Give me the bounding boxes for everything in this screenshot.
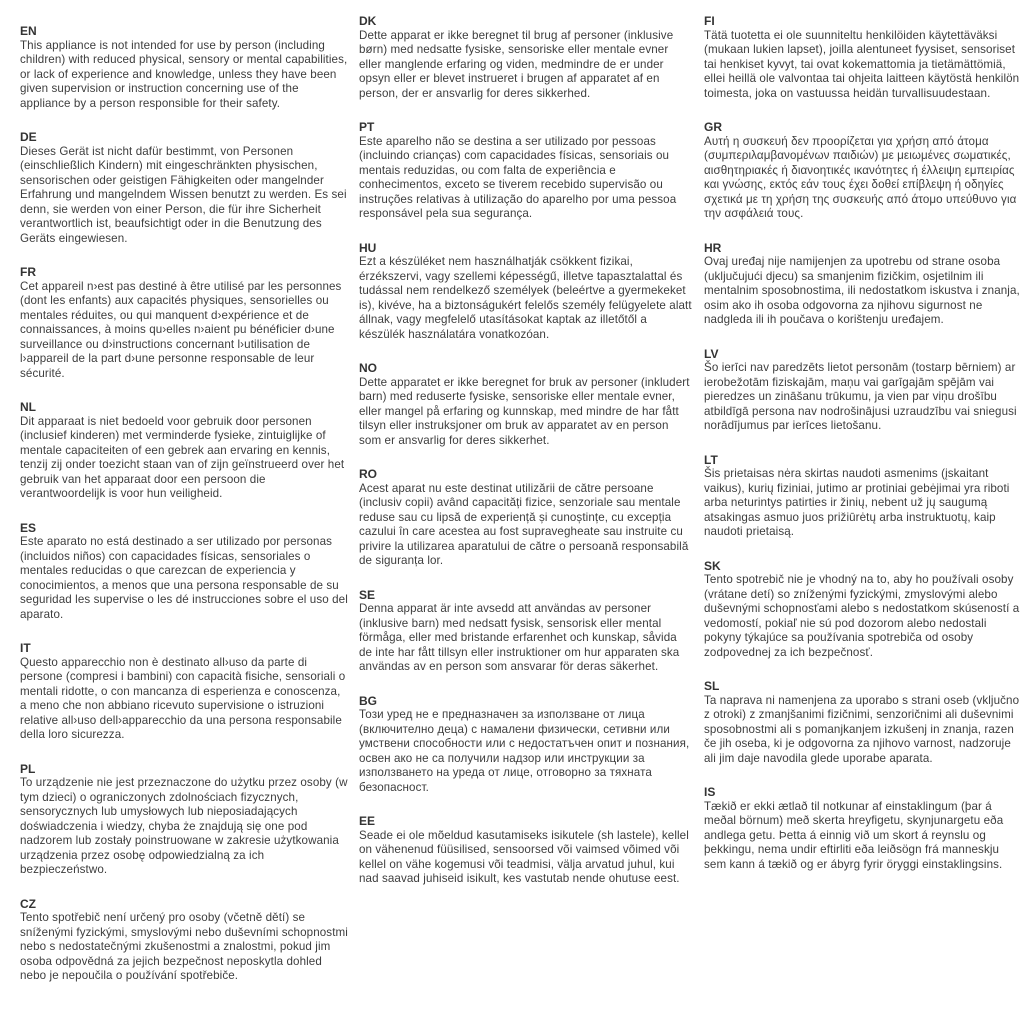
lang-section-hu <box>359 241 693 343</box>
lang-code-sl: SL <box>704 679 720 694</box>
lang-text-nl: Dit apparaat is niet bedoeld voor gebruik door personen (inclusief kinderen) met verminderde fysieke, zintuiglijke of mentale capaciteiten of een gebrek aan ervaring en kennis, tenzij zij onder toezicht staan van of zijn geïnstrueerd over het gebruik van het apparaat door een persoon die verantwoordelijk is voor hun veiligheid. <box>20 414 345 501</box>
lang-text-lv: Šo ierīci nav paredzēts lietot personām (tostarp bērniem) ar ierobežotām fiziskajām, maņu vai garīgajām spējām vai pieredzes un zināšanu trūkumu, ja vien par viņu drošību atbildīgā persona nav nodrošinājusi uzraudzību vai sniegusi norādījumus par ierīces lietošanu. <box>704 361 1017 433</box>
lang-section-lt <box>704 453 1024 540</box>
lang-section-cz <box>20 897 348 984</box>
lang-code-sk: SK <box>704 558 721 573</box>
lang-section-nl <box>20 400 348 502</box>
lang-text-fi: Tätä tuotetta ei ole suunniteltu henkilöiden käytettäväksi (mukaan lukien lapset), joilla alentuneet fyysiset, sensoriset tai henkiset kyvyt, tai ovat kokemattomia ja tietämättömiä, ellei heillä ole valvontaa tai ohjeita laitteen käytöstä henkilön toimesta, joka on vastuussa heidän turvallisuudestaan. <box>704 28 1020 100</box>
lang-text-lt: Šis prietaisas nėra skirtas naudoti asmenims (įskaitant vaikus), kurių fiziniai, jutimo ar protiniai gebėjimai yra riboti arba neturintys patirties ir žinių, nebent už jų saugumą atsakingas asmuo juos prižiūrėtų arba instruktuotų, kaip naudoti prietaisą. <box>704 467 1010 539</box>
lang-text-de: Dieses Gerät ist nicht dafür bestimmt, von Personen (einschließlich Kindern) mit eingeschränkten physischen, sensorischen oder geistigen Fähigkeiten oder mangelnder Erfahrung und mangelndem Wissen benutzt zu werden. Es sei denn, sie werden von einer Person, die für ihre Sicherheit verantwortlich ist, beaufsichtigt oder in die Benutzung des Geräts eingewiesen. <box>20 144 347 245</box>
lang-code-hr: HR <box>704 240 722 255</box>
lang-code-it: IT <box>20 641 31 656</box>
lang-section-fr <box>20 265 348 381</box>
lang-text-pt: Este aparelho não se destina a ser utilizado por pessoas (incluindo crianças) com capacidades físicas, sensoriais ou mentais reduzidas, ou com falta de experiência e conhecimentos, exceto se tiverem recebido supervisão ou instruções relativas à utilização do aparelho por uma pessoa responsável pela sua segurança. <box>359 134 677 221</box>
lang-code-cz: CZ <box>20 896 36 911</box>
lang-code-fi: FI <box>704 14 715 28</box>
lang-code-is: IS <box>704 785 716 800</box>
lang-text-pl: To urządzenie nie jest przeznaczone do użytku przez osoby (w tym dzieci) o ograniczonych zdolnościach fizycznych, sensorycznych lub umysłowych lub nieposiadających doświadczenia i wiedzy, chyba że znajdują się one pod nadzorem lub zostały poinstruowane w zakresie użytkowania urządzenia przez osobę odpowiedzialną za ich bezpieczeństwo. <box>20 776 348 877</box>
lang-code-pl: PL <box>20 761 36 776</box>
lang-section-bg <box>359 694 693 796</box>
lang-text-bg: Този уред не е предназначен за използване от лица (включително деца) с намалени физически, сетивни или умствени способности или с недостатъчен опит и познания, освен ако не са получили надзор или инструкции за използването на уреда от лице, отговорно за тяхната безопасност. <box>359 708 690 794</box>
lang-text-sl: Ta naprava ni namenjena za uporabo s strani oseb (vključno z otroki) z zmanjšanimi fizičnimi, senzoričnimi ali duševnimi sposobnostmi ali s pomanjkanjem izkušenj in znanja, razen če jih oseba, ki je odgovorna za njihovo varnost, nadzoruje ali jim daje navodila glede uporabe aparata. <box>704 693 1020 765</box>
lang-text-es: Este aparato no está destinado a ser utilizado por personas (incluidos niños) con capacidades físicas, sensoriales o mentales reducidas o que carezcan de experiencia y conocimientos, a menos que una persona responsable de su seguridad les supervise o les dé instrucciones sobre el uso del aparato. <box>20 535 348 621</box>
lang-code-nl: NL <box>20 400 36 415</box>
lang-section-sl <box>704 679 1024 766</box>
lang-text-is: Tækið er ekki ætlað til notkunar af einstaklingum (þar á meðal börnum) með skerta hreyfigetu, skynjunargetu eða andlega getu. Þetta á einnig við um skort á reynslu og þekkingu, nema undir eftirliti eða leiðsögn frá manneskju sem kann á tækið og er ábyrg fyrir öryggi einstaklingsins. <box>704 799 1004 871</box>
lang-section-dk <box>359 14 693 101</box>
lang-text-ro: Acest aparat nu este destinat utilizării de către persoane (inclusiv copii) având capacități fizice, senzoriale sau mentale reduse sau cu lipsă de experiență și cunoștințe, cu excepția cazului în care acestea au fost supravegheate sau instruite cu privire la utilizarea aparatului de către o persoană responsabilă de siguranța lor. <box>359 481 689 568</box>
lang-section-pl <box>20 762 348 878</box>
lang-section-ro <box>359 467 693 569</box>
lang-section-se <box>359 588 693 675</box>
lang-code-fr: FR <box>20 265 36 280</box>
lang-text-hu: Ezt a készüléket nem használhatják csökkent fizikai, érzékszervi, vagy szellemi képességű, illetve tapasztalattal és tudással nem rendelkező személyek (beleértve a gyermekeket is), kivéve, ha a biztonságukért felelős személy felügyelete alatt állnak, vagy megfelelő utasításokat kaptak az illetőtől a készülék használatára vonatkozóan. <box>359 255 692 341</box>
lang-code-bg: BG <box>359 693 377 708</box>
lang-text-se: Denna apparat är inte avsedd att användas av personer (inklusive barn) med nedsatt fysisk, sensorisk eller mental förmåga, eller med bristande erfarenhet och kunskap, såvida de inte har fått tillsyn eller instruktioner om hur apparaten ska användas av en person som ansvarar för deras säkerhet. <box>359 602 680 674</box>
lang-section-pt <box>359 120 693 222</box>
lang-section-lv <box>704 347 1024 434</box>
lang-text-en: This appliance is not intended for use by person (including children) with reduced physical, sensory or mental capabilities, or lack of experience and knowledge, unless they have been given supervision or instruction concerning use of the appliance by a person responsible for their safety. <box>20 38 348 110</box>
lang-text-it: Questo apparecchio non è destinato all›uso da parte di persone (compresi i bambini) con capacità fisiche, sensoriali o mentali ridotte, o con mancanza di esperienza e conoscenza, a meno che non abbiano ricevuto supervisione o istruzioni relative all›uso dell›apparecchio da una persona responsabile della loro sicurezza. <box>20 655 346 742</box>
lang-code-ro: RO <box>359 467 377 482</box>
lang-code-lv: LV <box>704 346 719 361</box>
lang-section-no <box>359 361 693 448</box>
lang-code-es: ES <box>20 520 37 535</box>
lang-code-dk: DK <box>359 14 377 28</box>
lang-text-no: Dette apparatet er ikke beregnet for bruk av personer (inkludert barn) med reduserte fysiske, sensoriske eller mentale evner, eller mangel på erfaring og kunnskap, med mindre de har fått tilsyn eller instruksjoner om bruk av apparatet av en person som er ansvarlig for deres sikkerhet. <box>359 375 690 447</box>
lang-text-fr: Cet appareil n›est pas destiné à être utilisé par les personnes (dont les enfants) aux capacités physiques, sensorielles ou mentales réduites, ou qui manquent d›expérience et de connaissances, à moins qu›elles n›aient pu bénéficier d›une surveillance ou d›instructions concernant l›utilisation de l›appareil de la part d›une personne responsable de leur sécurité. <box>20 279 342 380</box>
lang-text-dk: Dette apparat er ikke beregnet til brug af personer (inklusive børn) med nedsatte fysiske, sensoriske eller mentale evner eller manglende erfaring og viden, medmindre de er under opsyn eller er blevet instrueret i brugen af apparatet af en person, der er ansvarlig for deres sikkerhed. <box>359 28 674 100</box>
lang-code-hu: HU <box>359 240 377 255</box>
lang-section-gr <box>704 120 1024 222</box>
lang-section-en <box>20 24 348 111</box>
lang-code-ee: EE <box>359 814 376 829</box>
lang-section-ee <box>359 814 693 887</box>
lang-code-en: EN <box>20 24 37 38</box>
lang-text-gr: Αυτή η συσκευή δεν προορίζεται για χρήση από άτομα (συμπεριλαμβανομένων παιδιών) με μειωμένες σωματικές, αισθητηριακές ή διανοητικές ικανότητες ή έλλειψη εμπειρίας και γνώσης, εκτός εάν τους έχει δοθεί επίβλεψη ή οδηγίες σχετικά με τη χρήση της συσκευής από άτομο υπεύθυνο για την ασφάλειά τους. <box>704 134 1017 221</box>
lang-text-cz: Tento spotřebič není určený pro osoby (včetně dětí) se sníženými fyzickými, smyslovými nebo duševními schopnostmi nebo s nedostatečnými zkušenostmi a znalostmi, pokud jim osoba odpovědná za jejich bezpečnost neposkytla dohled nebo je nepoučila o používání spotřebiče. <box>20 911 348 983</box>
lang-section-de <box>20 130 348 246</box>
lang-text-hr: Ovaj uređaj nije namijenjen za upotrebu od strane osoba (uključujući djecu) sa smanjenim fizičkim, osjetilnim ili mentalnim sposobnostima, ili nedostatkom iskustva i znanja, osim ako ih osoba odgovorna za njihovu sigurnost ne nadgleda ili ih poučava o korištenju uređajem. <box>704 255 1020 327</box>
lang-code-de: DE <box>20 130 37 145</box>
lang-section-sk <box>704 559 1024 661</box>
lang-section-is <box>704 785 1024 872</box>
lang-code-gr: GR <box>704 120 722 135</box>
column-2 <box>359 14 693 1024</box>
lang-text-sk: Tento spotrebič nie je vhodný na to, aby ho používali osoby (vrátane detí) so zníženými fyzickými, zmyslovými alebo duševnými schopnosťami alebo s nedostatkom skúseností a vedomostí, pokiaľ nie sú pod dozorom alebo nedostali pokyny týkajúce sa používania spotrebiča od osoby zodpovednej za ich bezpečnosť. <box>704 573 1020 659</box>
lang-code-pt: PT <box>359 120 375 135</box>
lang-code-se: SE <box>359 587 376 602</box>
column-3 <box>704 14 1024 1024</box>
lang-code-lt: LT <box>704 452 718 467</box>
lang-section-hr <box>704 241 1024 328</box>
column-1 <box>20 14 348 1024</box>
lang-section-it <box>20 641 348 743</box>
lang-text-ee: Seade ei ole mõeldud kasutamiseks isikutele (sh lastele), kellel on vähenenud füüsilised, sensoorsed või vaimsed võimed või kellel on vähe kogemusi või teadmisi, välja arvatud juhul, kui nad saavad juhiseid isikult, kes vastutab nende ohutuse eest. <box>359 828 689 886</box>
lang-code-no: NO <box>359 361 377 376</box>
lang-section-es <box>20 521 348 623</box>
lang-section-fi <box>704 14 1024 101</box>
